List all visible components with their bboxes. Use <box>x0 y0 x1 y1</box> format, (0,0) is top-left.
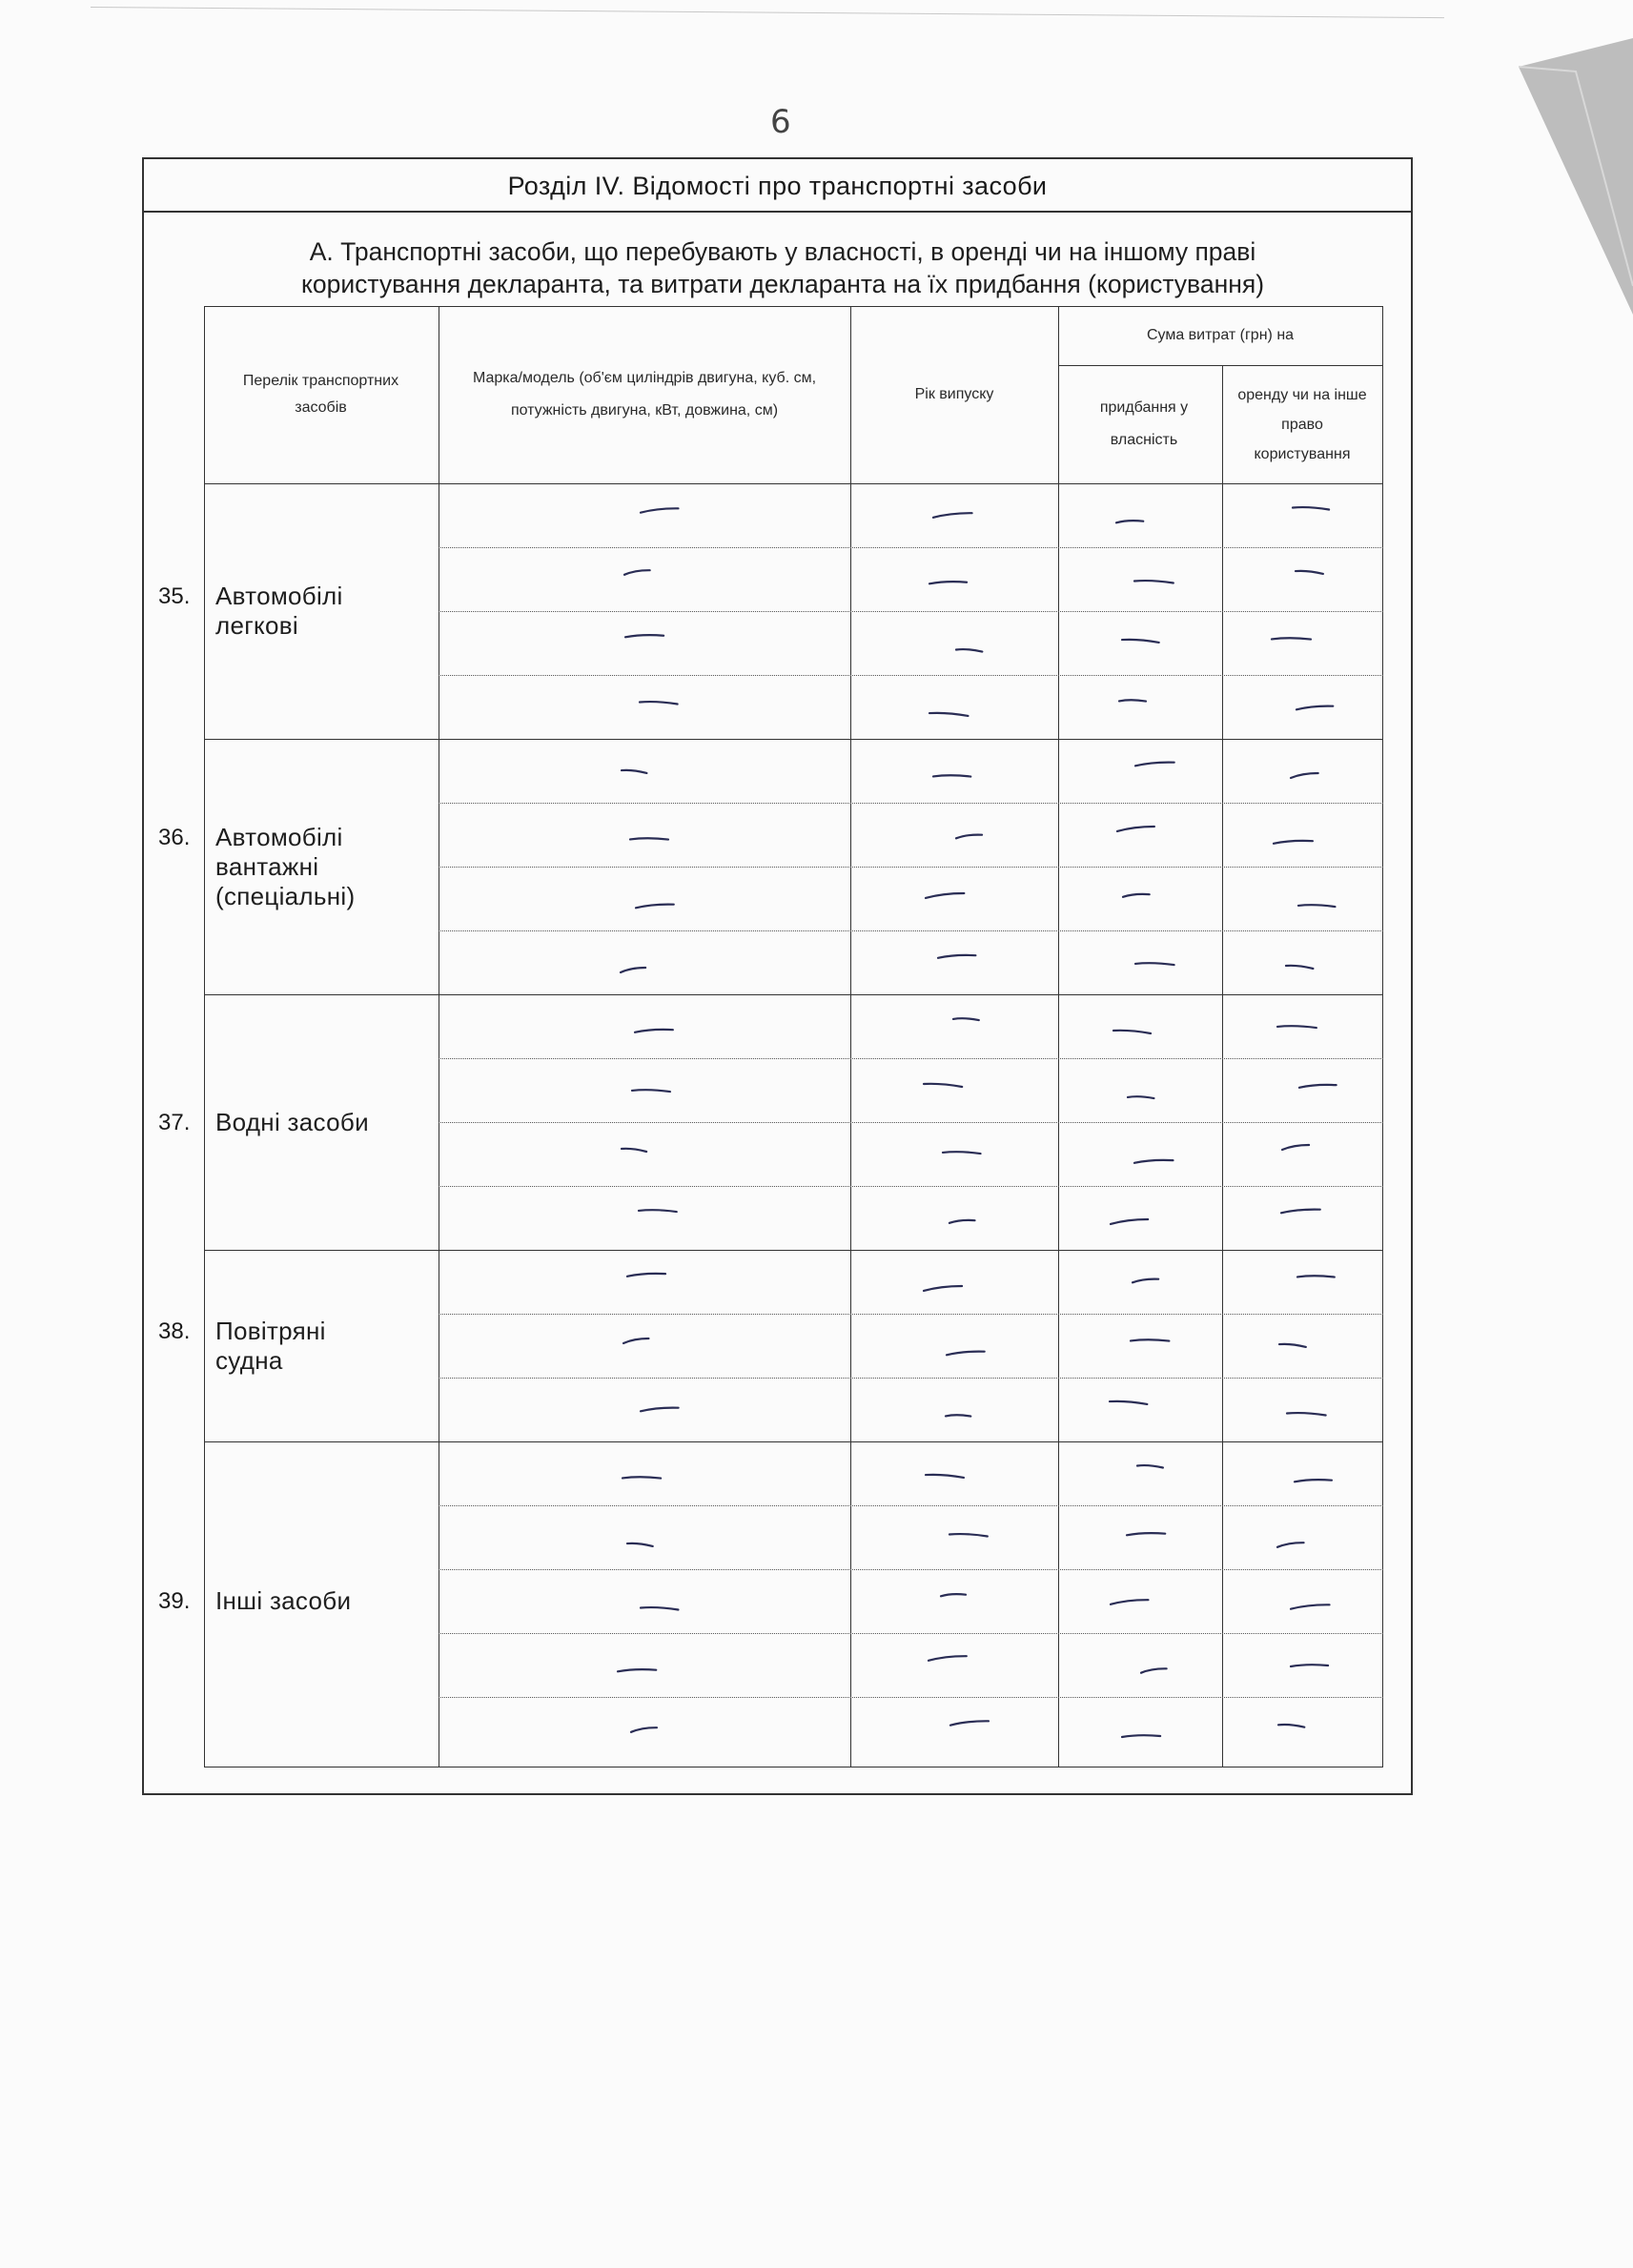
empty-cell-dash <box>639 1404 681 1414</box>
column-line <box>850 306 851 1767</box>
category-number: 37. <box>158 1109 191 1135</box>
empty-cell-dash <box>948 1530 990 1540</box>
empty-cell-dash <box>629 1725 659 1734</box>
empty-cell-dash <box>623 631 665 641</box>
row-line <box>439 1569 1383 1570</box>
empty-cell-dash <box>941 1148 983 1157</box>
empty-cell-dash <box>1296 1272 1337 1281</box>
empty-cell-dash <box>1117 696 1148 705</box>
empty-cell-dash <box>1115 824 1156 833</box>
empty-cell-dash <box>936 951 977 961</box>
empty-cell-dash <box>1289 1602 1332 1611</box>
top-rule <box>91 7 1444 18</box>
empty-cell-dash <box>1270 634 1313 644</box>
empty-cell-dash <box>628 834 670 844</box>
header-bottom-line <box>204 483 1383 484</box>
empty-cell-dash <box>954 645 984 655</box>
category-line <box>204 1441 1383 1442</box>
empty-cell-dash <box>939 1590 968 1600</box>
empty-cell-dash <box>621 1473 663 1482</box>
row-line <box>439 1186 1383 1187</box>
empty-cell-dash <box>1293 1476 1334 1485</box>
empty-cell-dash <box>1295 703 1335 712</box>
empty-cell-dash <box>1284 962 1315 971</box>
empty-cell-dash <box>922 1283 964 1293</box>
category-number: 35. <box>158 583 191 609</box>
row-line <box>439 1122 1383 1123</box>
empty-cell-dash <box>924 1471 966 1481</box>
empty-cell-dash <box>1121 890 1152 900</box>
empty-cell-dash <box>931 510 974 520</box>
empty-cell-dash <box>1296 901 1337 910</box>
row-line <box>439 611 1383 612</box>
table-border-top <box>204 306 1383 307</box>
column-line <box>204 306 205 1767</box>
empty-cell-dash <box>1135 1461 1165 1471</box>
empty-cell-dash <box>924 890 966 900</box>
empty-cell-dash <box>931 771 972 781</box>
empty-cell-dash <box>1129 1336 1171 1345</box>
empty-cell-dash <box>951 1014 981 1024</box>
empty-cell-dash <box>1112 1027 1153 1036</box>
empty-cell-dash <box>1291 503 1331 513</box>
empty-cell-dash <box>623 567 652 577</box>
empty-cell-dash <box>922 1080 964 1090</box>
empty-cell-dash <box>616 1665 658 1675</box>
category-label: Водні засоби <box>215 1107 369 1136</box>
empty-cell-dash <box>633 1026 675 1035</box>
empty-cell-dash <box>1109 1597 1150 1606</box>
category-line <box>204 739 1383 740</box>
empty-cell-dash <box>948 1216 977 1226</box>
section-frame <box>142 157 1413 1795</box>
empty-cell-dash <box>622 1336 650 1345</box>
row-line <box>439 1505 1383 1506</box>
empty-cell-dash <box>1133 577 1175 586</box>
category-label: Інші засоби <box>215 1586 352 1615</box>
empty-cell-dash <box>1133 959 1176 969</box>
header-model: Марка/модель (об'єм циліндрів двигуна, куб. см, потужність двигуна, кВт, довжина, см) <box>472 370 817 419</box>
empty-cell-dash <box>945 1348 987 1358</box>
empty-cell-dash <box>1133 759 1176 768</box>
empty-cell-dash <box>1277 1340 1308 1350</box>
row-line <box>439 1697 1383 1698</box>
empty-cell-dash <box>927 1653 969 1663</box>
empty-cell-dash <box>637 1206 679 1216</box>
empty-cell-dash <box>1139 1665 1169 1675</box>
row-line <box>439 930 1383 931</box>
header-split-line <box>1058 365 1383 366</box>
row-line <box>439 1314 1383 1315</box>
empty-cell-dash <box>625 1540 655 1549</box>
category-label: Автомобілі вантажні (спеціальні) <box>215 822 356 910</box>
row-line <box>439 1058 1383 1059</box>
section-title: Розділ IV. Відомості про транспортні засоби <box>144 159 1411 213</box>
empty-cell-dash <box>630 1086 672 1095</box>
empty-cell-dash <box>949 1718 990 1727</box>
row-line <box>439 1378 1383 1379</box>
header-rent: оренду чи на інше право користування <box>1237 386 1367 462</box>
row-line <box>439 803 1383 804</box>
empty-cell-dash <box>619 965 647 974</box>
header-list: Перелік транспортних засобів <box>242 373 399 416</box>
empty-cell-dash <box>639 1604 680 1613</box>
empty-cell-dash <box>1272 837 1315 847</box>
empty-cell-dash <box>1280 1142 1311 1152</box>
page-number: 6 <box>770 103 791 141</box>
empty-cell-dash <box>1120 1731 1162 1741</box>
column-line <box>1058 306 1059 1767</box>
empty-cell-dash <box>620 766 648 776</box>
column-line <box>1382 306 1383 1767</box>
header-purchase: придбання у власність <box>1099 399 1189 448</box>
transport-table <box>158 306 1383 1767</box>
empty-cell-dash <box>1285 1409 1328 1419</box>
empty-cell-dash <box>1276 1022 1318 1032</box>
header-year: Рік випуску <box>914 386 994 402</box>
empty-cell-dash <box>620 1145 648 1154</box>
subsection-title: А. Транспортні засоби, що перебувають у власності, в оренді чи на іншому праві користування декларанта, та витрати декларанта на їх придбання (користування) <box>300 237 1265 298</box>
empty-cell-dash <box>1294 567 1325 577</box>
empty-cell-dash <box>1131 1276 1160 1285</box>
row-line <box>439 675 1383 676</box>
empty-cell-dash <box>625 1270 667 1279</box>
empty-cell-dash <box>639 505 680 515</box>
empty-cell-dash <box>1114 517 1145 526</box>
empty-cell-dash <box>1279 1206 1322 1216</box>
empty-cell-dash <box>1108 1398 1149 1407</box>
header-expense-group: Сума витрат (грн) на <box>1146 327 1295 343</box>
empty-cell-dash <box>1289 1661 1330 1670</box>
row-line <box>439 1633 1383 1634</box>
row-line <box>439 547 1383 548</box>
category-number: 39. <box>158 1588 191 1614</box>
empty-cell-dash <box>1276 1540 1306 1549</box>
empty-cell-dash <box>954 831 984 841</box>
empty-cell-dash <box>1109 1216 1150 1226</box>
column-line <box>1222 365 1223 1767</box>
empty-cell-dash <box>634 901 676 910</box>
empty-cell-dash <box>1126 1093 1155 1102</box>
category-label: Автомобілі легкові <box>215 582 343 640</box>
category-line <box>204 1250 1383 1251</box>
folded-corner <box>1519 0 1633 315</box>
empty-cell-dash <box>944 1411 972 1420</box>
empty-cell-dash <box>928 709 970 719</box>
empty-cell-dash <box>1297 1081 1338 1091</box>
empty-cell-dash <box>1289 770 1320 780</box>
empty-cell-dash <box>1276 1721 1306 1730</box>
category-number: 38. <box>158 1318 191 1344</box>
row-line <box>439 867 1383 868</box>
empty-cell-dash <box>638 698 680 707</box>
category-number: 36. <box>158 824 191 850</box>
empty-cell-dash <box>1125 1529 1167 1539</box>
empty-cell-dash <box>1133 1156 1174 1166</box>
empty-cell-dash <box>1120 636 1161 645</box>
empty-cell-dash <box>928 578 969 587</box>
category-label: Повітряні судна <box>215 1316 326 1375</box>
category-line <box>204 994 1383 995</box>
